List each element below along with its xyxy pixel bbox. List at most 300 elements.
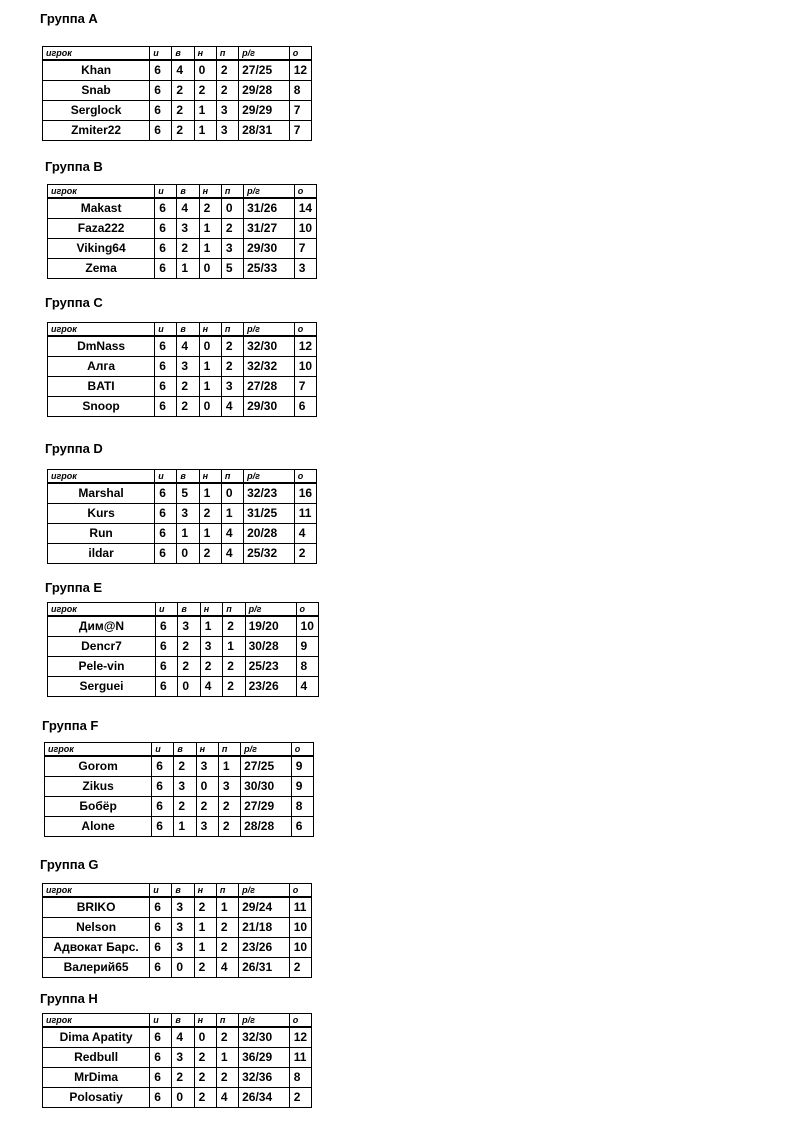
- cell-draws: 1: [199, 377, 221, 397]
- cell-losses: 2: [221, 357, 243, 377]
- cell-player: Dima Apatity: [43, 1027, 150, 1048]
- cell-points: 7: [294, 239, 316, 259]
- cell-games: 6: [155, 397, 177, 417]
- table-row: [48, 239, 317, 259]
- cell-wins: 1: [177, 259, 199, 279]
- cell-points: 10: [289, 918, 311, 938]
- cell-wins: 2: [177, 397, 199, 417]
- table-row: [43, 1048, 312, 1068]
- cell-goals: 27/28: [244, 377, 295, 397]
- cell-wins: 1: [174, 817, 196, 837]
- cell-points: 8: [289, 1068, 311, 1088]
- table-row: [43, 121, 312, 141]
- column-header-points: о: [296, 603, 318, 617]
- group-title: Группа F: [42, 718, 99, 733]
- cell-wins: 2: [172, 1068, 194, 1088]
- column-header-losses: п: [223, 603, 245, 617]
- cell-player: BRIKO: [43, 897, 150, 918]
- cell-player: Alone: [45, 817, 152, 837]
- header-row: [48, 185, 317, 199]
- cell-losses: 1: [223, 637, 245, 657]
- cell-draws: 0: [194, 60, 216, 81]
- cell-goals: 29/30: [244, 239, 295, 259]
- table-row: [48, 657, 319, 677]
- cell-games: 6: [155, 259, 177, 279]
- cell-goals: 30/30: [241, 777, 292, 797]
- cell-points: 2: [289, 1088, 311, 1108]
- cell-goals: 31/25: [244, 504, 295, 524]
- cell-wins: 4: [177, 198, 199, 219]
- cell-goals: 25/32: [244, 544, 295, 564]
- cell-player: Redbull: [43, 1048, 150, 1068]
- cell-goals: 32/30: [239, 1027, 290, 1048]
- group-title: Группа А: [40, 11, 98, 26]
- table-row: [45, 777, 314, 797]
- cell-player: Serguei: [48, 677, 156, 697]
- cell-wins: 2: [174, 756, 196, 777]
- cell-points: 2: [294, 544, 316, 564]
- cell-losses: 2: [223, 616, 245, 637]
- cell-points: 11: [289, 897, 311, 918]
- cell-losses: 4: [221, 544, 243, 564]
- cell-draws: 1: [194, 121, 216, 141]
- cell-player: DmNass: [48, 336, 155, 357]
- standings-table: [47, 322, 317, 417]
- cell-goals: 29/29: [239, 101, 290, 121]
- column-header-player: игрок: [48, 323, 155, 337]
- cell-draws: 0: [199, 336, 221, 357]
- cell-player: Дим@N: [48, 616, 156, 637]
- column-header-draws: н: [194, 47, 216, 61]
- cell-wins: 3: [174, 777, 196, 797]
- cell-losses: 3: [216, 101, 238, 121]
- column-header-goals: р/г: [245, 603, 296, 617]
- cell-goals: 31/27: [244, 219, 295, 239]
- cell-wins: 5: [177, 483, 199, 504]
- cell-losses: 2: [221, 336, 243, 357]
- cell-points: 9: [296, 637, 318, 657]
- cell-games: 6: [152, 777, 174, 797]
- column-header-draws: н: [196, 743, 218, 757]
- header-row: [48, 323, 317, 337]
- table-row: [43, 1027, 312, 1048]
- cell-losses: 1: [221, 504, 243, 524]
- column-header-games: и: [150, 47, 172, 61]
- table-row: [48, 504, 317, 524]
- column-header-points: о: [294, 323, 316, 337]
- column-header-games: и: [155, 603, 177, 617]
- cell-points: 14: [294, 198, 316, 219]
- cell-draws: 3: [196, 756, 218, 777]
- cell-points: 12: [289, 1027, 311, 1048]
- cell-player: Zema: [48, 259, 155, 279]
- cell-goals: 32/30: [244, 336, 295, 357]
- cell-points: 8: [289, 81, 311, 101]
- cell-games: 6: [155, 637, 177, 657]
- cell-losses: 4: [216, 958, 238, 978]
- table-row: [48, 524, 317, 544]
- column-header-losses: п: [216, 884, 238, 898]
- cell-player: Run: [48, 524, 155, 544]
- group-title: Группа Е: [45, 580, 103, 595]
- cell-losses: 4: [216, 1088, 238, 1108]
- cell-goals: 23/26: [239, 938, 290, 958]
- cell-losses: 1: [218, 756, 240, 777]
- table-row: [43, 958, 312, 978]
- column-header-wins: в: [178, 603, 200, 617]
- cell-losses: 2: [216, 1068, 238, 1088]
- cell-wins: 3: [177, 504, 199, 524]
- cell-goals: 28/28: [241, 817, 292, 837]
- cell-wins: 0: [177, 544, 199, 564]
- cell-games: 6: [155, 483, 177, 504]
- cell-player: Polosatiy: [43, 1088, 150, 1108]
- group-title: Группа H: [40, 991, 98, 1006]
- cell-player: MrDima: [43, 1068, 150, 1088]
- column-header-games: и: [155, 185, 177, 199]
- cell-goals: 20/28: [244, 524, 295, 544]
- cell-games: 6: [150, 60, 172, 81]
- table-row: [43, 938, 312, 958]
- cell-wins: 2: [177, 239, 199, 259]
- column-header-wins: в: [177, 323, 199, 337]
- header-row: [45, 743, 314, 757]
- cell-losses: 2: [216, 60, 238, 81]
- table-row: [43, 918, 312, 938]
- standings-table: [42, 1013, 312, 1108]
- cell-points: 10: [294, 219, 316, 239]
- column-header-goals: р/г: [244, 323, 295, 337]
- cell-wins: 2: [172, 101, 194, 121]
- table-row: [48, 198, 317, 219]
- table-row: [48, 616, 319, 637]
- cell-player: Faza222: [48, 219, 155, 239]
- cell-goals: 27/29: [241, 797, 292, 817]
- cell-player: Dencr7: [48, 637, 156, 657]
- cell-draws: 2: [194, 958, 216, 978]
- cell-losses: 0: [221, 198, 243, 219]
- cell-player: Makast: [48, 198, 155, 219]
- cell-wins: 0: [172, 1088, 194, 1108]
- cell-goals: 32/32: [244, 357, 295, 377]
- cell-points: 10: [294, 357, 316, 377]
- cell-losses: 2: [221, 219, 243, 239]
- column-header-wins: в: [172, 884, 194, 898]
- column-header-games: и: [150, 1014, 172, 1028]
- column-header-draws: н: [194, 884, 216, 898]
- cell-losses: 3: [221, 377, 243, 397]
- table-row: [48, 219, 317, 239]
- cell-player: Алга: [48, 357, 155, 377]
- cell-player: Nelson: [43, 918, 150, 938]
- standings-table: [44, 742, 314, 837]
- cell-wins: 3: [172, 938, 194, 958]
- cell-draws: 1: [199, 239, 221, 259]
- cell-games: 6: [155, 239, 177, 259]
- table-row: [48, 259, 317, 279]
- cell-player: Pele-vin: [48, 657, 156, 677]
- cell-games: 6: [150, 1048, 172, 1068]
- cell-goals: 23/26: [245, 677, 296, 697]
- column-header-player: игрок: [43, 1014, 150, 1028]
- cell-losses: 2: [216, 1027, 238, 1048]
- cell-draws: 0: [194, 1027, 216, 1048]
- column-header-losses: п: [216, 47, 238, 61]
- cell-player: Snoop: [48, 397, 155, 417]
- cell-draws: 2: [194, 81, 216, 101]
- cell-goals: 28/31: [239, 121, 290, 141]
- cell-wins: 2: [172, 121, 194, 141]
- cell-draws: 1: [200, 616, 222, 637]
- cell-losses: 4: [221, 397, 243, 417]
- table-row: [48, 544, 317, 564]
- column-header-wins: в: [172, 1014, 194, 1028]
- cell-goals: 27/25: [241, 756, 292, 777]
- cell-losses: 3: [218, 777, 240, 797]
- cell-draws: 1: [199, 357, 221, 377]
- cell-points: 4: [294, 524, 316, 544]
- cell-player: Viking64: [48, 239, 155, 259]
- group-title: Группа D: [45, 441, 103, 456]
- table-row: [43, 1068, 312, 1088]
- cell-games: 6: [155, 336, 177, 357]
- table-row: [43, 101, 312, 121]
- cell-points: 16: [294, 483, 316, 504]
- column-header-points: о: [289, 884, 311, 898]
- cell-points: 6: [294, 397, 316, 417]
- cell-points: 7: [289, 121, 311, 141]
- cell-draws: 2: [200, 657, 222, 677]
- cell-player: BATI: [48, 377, 155, 397]
- group-title: Группа С: [45, 295, 103, 310]
- cell-losses: 1: [216, 1048, 238, 1068]
- cell-games: 6: [155, 616, 177, 637]
- cell-player: Zmiter22: [43, 121, 150, 141]
- cell-goals: 31/26: [244, 198, 295, 219]
- column-header-losses: п: [221, 323, 243, 337]
- column-header-goals: р/г: [239, 1014, 290, 1028]
- cell-player: Serglock: [43, 101, 150, 121]
- cell-games: 6: [155, 544, 177, 564]
- cell-draws: 1: [199, 219, 221, 239]
- table-row: [48, 677, 319, 697]
- cell-goals: 26/34: [239, 1088, 290, 1108]
- column-header-player: игрок: [48, 185, 155, 199]
- cell-player: Бобёр: [45, 797, 152, 817]
- cell-wins: 0: [178, 677, 200, 697]
- column-header-wins: в: [172, 47, 194, 61]
- cell-points: 3: [294, 259, 316, 279]
- cell-games: 6: [155, 219, 177, 239]
- cell-goals: 25/33: [244, 259, 295, 279]
- cell-losses: 0: [221, 483, 243, 504]
- cell-draws: 1: [194, 938, 216, 958]
- column-header-draws: н: [199, 323, 221, 337]
- table-row: [48, 397, 317, 417]
- cell-losses: 3: [216, 121, 238, 141]
- cell-games: 6: [150, 1068, 172, 1088]
- cell-player: Валерий65: [43, 958, 150, 978]
- cell-games: 6: [150, 1027, 172, 1048]
- cell-losses: 1: [216, 897, 238, 918]
- table-row: [45, 797, 314, 817]
- header-row: [48, 603, 319, 617]
- column-header-draws: н: [194, 1014, 216, 1028]
- cell-games: 6: [155, 357, 177, 377]
- cell-draws: 3: [196, 817, 218, 837]
- cell-games: 6: [150, 81, 172, 101]
- cell-draws: 1: [199, 524, 221, 544]
- cell-points: 11: [289, 1048, 311, 1068]
- cell-goals: 19/20: [245, 616, 296, 637]
- column-header-losses: п: [216, 1014, 238, 1028]
- header-row: [43, 884, 312, 898]
- cell-games: 6: [150, 897, 172, 918]
- cell-draws: 0: [199, 397, 221, 417]
- column-header-games: и: [150, 884, 172, 898]
- cell-losses: 4: [221, 524, 243, 544]
- column-header-draws: н: [199, 470, 221, 484]
- cell-draws: 2: [194, 897, 216, 918]
- cell-games: 6: [155, 677, 177, 697]
- cell-losses: 2: [216, 938, 238, 958]
- cell-goals: 32/23: [244, 483, 295, 504]
- column-header-goals: р/г: [239, 884, 290, 898]
- cell-games: 6: [152, 756, 174, 777]
- cell-draws: 3: [200, 637, 222, 657]
- cell-player: Kurs: [48, 504, 155, 524]
- cell-losses: 3: [221, 239, 243, 259]
- column-header-points: о: [294, 185, 316, 199]
- column-header-games: и: [152, 743, 174, 757]
- column-header-wins: в: [177, 470, 199, 484]
- cell-draws: 2: [194, 1068, 216, 1088]
- column-header-points: о: [289, 47, 311, 61]
- table-row: [48, 357, 317, 377]
- column-header-player: игрок: [45, 743, 152, 757]
- cell-points: 7: [294, 377, 316, 397]
- cell-points: 12: [289, 60, 311, 81]
- cell-goals: 21/18: [239, 918, 290, 938]
- cell-losses: 2: [216, 81, 238, 101]
- cell-games: 6: [155, 377, 177, 397]
- cell-games: 6: [150, 958, 172, 978]
- column-header-draws: н: [199, 185, 221, 199]
- column-header-draws: н: [200, 603, 222, 617]
- cell-draws: 2: [196, 797, 218, 817]
- table-row: [48, 336, 317, 357]
- cell-draws: 1: [199, 483, 221, 504]
- column-header-goals: р/г: [244, 470, 295, 484]
- cell-player: Khan: [43, 60, 150, 81]
- cell-losses: 2: [223, 677, 245, 697]
- cell-games: 6: [150, 938, 172, 958]
- group-title: Группа G: [40, 857, 99, 872]
- cell-points: 10: [289, 938, 311, 958]
- cell-points: 9: [291, 756, 313, 777]
- table-row: [43, 1088, 312, 1108]
- table-row: [43, 81, 312, 101]
- column-header-losses: п: [218, 743, 240, 757]
- cell-games: 6: [150, 1088, 172, 1108]
- table-row: [48, 377, 317, 397]
- cell-games: 6: [155, 524, 177, 544]
- cell-points: 8: [296, 657, 318, 677]
- cell-points: 2: [289, 958, 311, 978]
- cell-points: 6: [291, 817, 313, 837]
- standings-table: [42, 883, 312, 978]
- standings-table: [47, 184, 317, 279]
- cell-wins: 3: [178, 616, 200, 637]
- column-header-player: игрок: [48, 470, 155, 484]
- cell-games: 6: [155, 657, 177, 677]
- cell-draws: 1: [194, 101, 216, 121]
- cell-points: 8: [291, 797, 313, 817]
- column-header-goals: р/г: [241, 743, 292, 757]
- cell-draws: 0: [196, 777, 218, 797]
- column-header-player: игрок: [43, 47, 150, 61]
- cell-player: Адвокат Барс.: [43, 938, 150, 958]
- cell-wins: 2: [178, 637, 200, 657]
- cell-games: 6: [155, 504, 177, 524]
- cell-points: 9: [291, 777, 313, 797]
- cell-wins: 3: [172, 897, 194, 918]
- column-header-wins: в: [177, 185, 199, 199]
- header-row: [48, 470, 317, 484]
- cell-wins: 1: [177, 524, 199, 544]
- cell-player: Marshal: [48, 483, 155, 504]
- cell-wins: 2: [174, 797, 196, 817]
- cell-wins: 3: [172, 918, 194, 938]
- group-title: Группа В: [45, 159, 103, 174]
- cell-goals: 29/24: [239, 897, 290, 918]
- cell-games: 6: [150, 918, 172, 938]
- cell-wins: 2: [177, 377, 199, 397]
- cell-points: 4: [296, 677, 318, 697]
- cell-wins: 4: [172, 60, 194, 81]
- cell-games: 6: [155, 198, 177, 219]
- cell-wins: 4: [177, 336, 199, 357]
- cell-wins: 2: [172, 81, 194, 101]
- cell-goals: 26/31: [239, 958, 290, 978]
- table-row: [48, 637, 319, 657]
- cell-losses: 5: [221, 259, 243, 279]
- column-header-player: игрок: [48, 603, 156, 617]
- cell-goals: 29/28: [239, 81, 290, 101]
- column-header-games: и: [155, 470, 177, 484]
- standings-table: [42, 46, 312, 141]
- standings-table: [47, 469, 317, 564]
- header-row: [43, 1014, 312, 1028]
- cell-wins: 4: [172, 1027, 194, 1048]
- cell-wins: 3: [177, 219, 199, 239]
- cell-goals: 30/28: [245, 637, 296, 657]
- cell-losses: 2: [218, 797, 240, 817]
- cell-goals: 29/30: [244, 397, 295, 417]
- table-row: [45, 756, 314, 777]
- cell-points: 12: [294, 336, 316, 357]
- cell-losses: 2: [218, 817, 240, 837]
- table-row: [45, 817, 314, 837]
- cell-draws: 2: [199, 544, 221, 564]
- cell-wins: 3: [172, 1048, 194, 1068]
- cell-goals: 36/29: [239, 1048, 290, 1068]
- column-header-player: игрок: [43, 884, 150, 898]
- column-header-goals: р/г: [244, 185, 295, 199]
- cell-points: 10: [296, 616, 318, 637]
- cell-points: 11: [294, 504, 316, 524]
- cell-draws: 2: [194, 1088, 216, 1108]
